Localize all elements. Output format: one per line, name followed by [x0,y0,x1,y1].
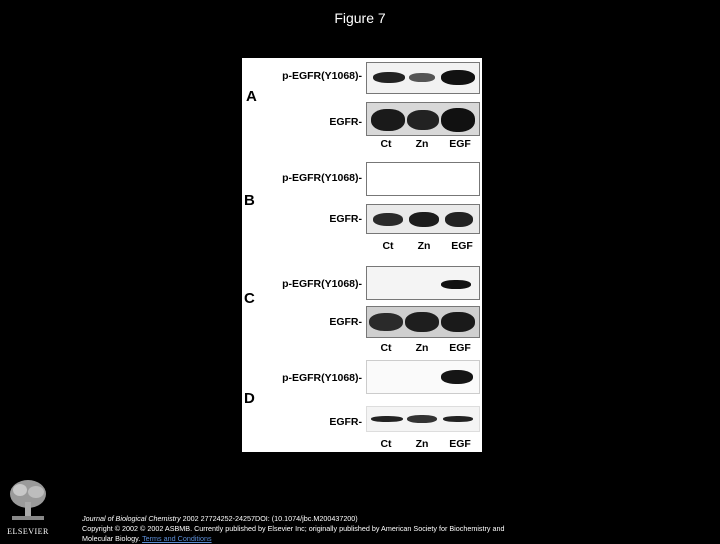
lane-label-ct: Ct [382,240,394,252]
copyright-text: Copyright © 2002 © 2002 ASBMB. Currently published by Elsevier Inc; originally published by American Society for Biochemistry and Molecular Biology. [82,524,505,543]
panel-b-phospho-blot [366,162,480,196]
panel-b-total-label: EGFR- [329,213,362,225]
panel-b-phospho-label: p-EGFR(Y1068)- [282,172,362,184]
lane-label-ct: Ct [380,138,392,150]
panel-a-phospho-blot [366,62,480,94]
panel-d-phospho-label: p-EGFR(Y1068)- [282,372,362,384]
lane-label-egf: EGF [449,438,471,450]
panel-d-letter: D [244,390,255,407]
panel-b-letter: B [244,192,255,209]
panel-d-total-blot [366,406,480,432]
western-blot-figure [242,58,482,452]
panel-b-total-blot [366,204,480,234]
lane-label-ct: Ct [380,342,392,354]
lane-label-egf: EGF [449,138,471,150]
panel-a-total-label: EGFR- [329,116,362,128]
panel-c-total-blot [366,306,480,338]
lane-label-zn: Zn [415,138,429,150]
figure-title: Figure 7 [334,10,386,26]
lane-label-egf: EGF [449,342,471,354]
panel-a-letter: A [246,88,257,105]
lane-label-ct: Ct [380,438,392,450]
lane-label-egf: EGF [451,240,473,252]
lane-label-zn: Zn [417,240,431,252]
panel-d-phospho-blot [366,360,480,394]
lane-label-zn: Zn [415,438,429,450]
panel-a-phospho-label: p-EGFR(Y1068)- [282,70,362,82]
elsevier-logo [6,476,50,536]
citation-text: 2002 27724252-24257DOI: (10.1074/jbc.M200437200) [180,514,358,523]
elsevier-tree-icon [6,476,50,524]
elsevier-logo-text: ELSEVIER [7,527,49,536]
terms-link[interactable]: Terms and Conditions [142,534,212,543]
panel-c-phospho-blot [366,266,480,300]
lane-label-zn: Zn [415,342,429,354]
panel-c-letter: C [244,290,255,307]
journal-name: Journal of Biological Chemistry [82,514,181,523]
panel-c-phospho-label: p-EGFR(Y1068)- [282,278,362,290]
panel-c-total-label: EGFR- [329,316,362,328]
panel-a-total-blot [366,102,480,136]
panel-d-total-label: EGFR- [329,416,362,428]
